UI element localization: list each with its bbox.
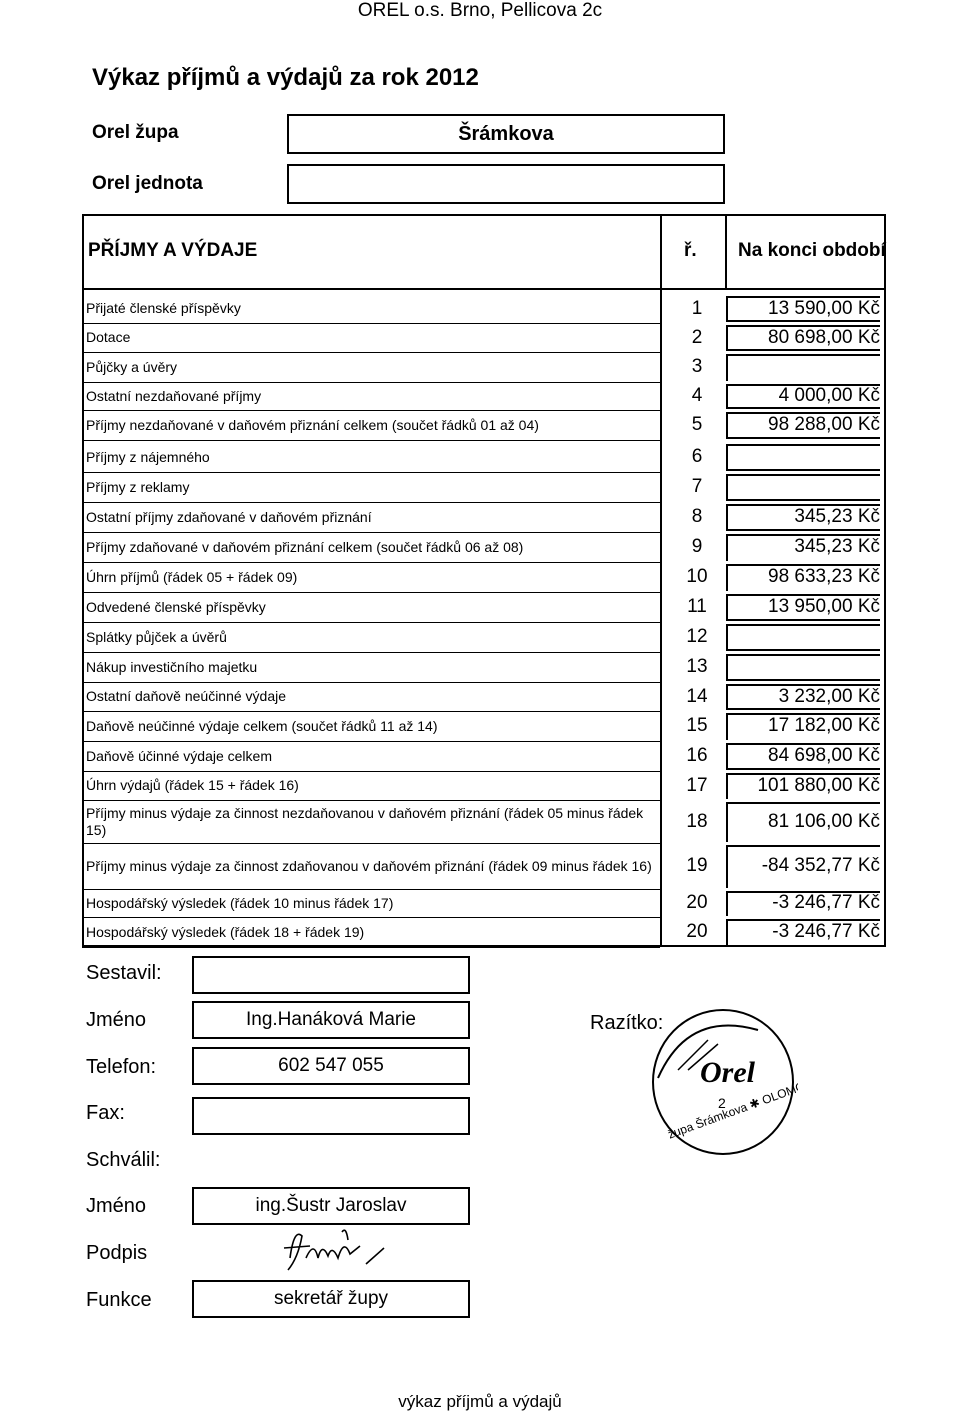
jednota-label: Orel jednota [92,173,203,194]
podpis-label: Podpis [86,1242,148,1264]
signature-image [280,1218,400,1278]
value-cell-border [726,773,880,799]
jednota-value [289,166,723,202]
row-label: Hospodářský výsledek (řádek 10 minus řádek 17) [86,894,394,911]
row-number: 9 [691,536,703,557]
row-label: Půjčky a úvěry [86,358,178,375]
value-cell-border [726,654,880,681]
row-value[interactable]: -3 246,77 Kč [772,921,880,942]
row-number: 5 [691,414,703,435]
row-label: Příjmy minus výdaje za činnost zdaňovanou v daňovém přiznání (řádek 09 minus řádek 16) [86,857,652,874]
jmeno2-field[interactable]: ing.Šustr Jaroslav [192,1187,470,1225]
row-label: Ostatní daňově neúčinné výdaje [86,688,287,704]
value-cell-border [726,325,880,351]
row-number: 17 [686,774,708,796]
sestavil-label: Sestavil: [86,962,162,984]
svg-text:Orel: Orel [700,1056,755,1089]
row-number-header: ř. [684,240,697,261]
row-number: 16 [686,745,708,766]
zupa-value: Šrámkova [458,122,554,145]
row-label: Hospodářský výsledek (řádek 18 + řádek 19) [86,923,365,940]
row-label: Ostatní příjmy zdaňované v daňovém přiznání [86,508,372,525]
row-value[interactable]: 81 106,00 Kč [768,810,880,832]
telefon-label: Telefon: [86,1056,157,1078]
row-value[interactable]: 80 698,00 Kč [768,326,880,348]
value-cell-border [726,504,880,531]
jmeno2-label: Jméno [86,1195,147,1217]
fax-label: Fax: [86,1102,125,1124]
jmeno-field[interactable]: Ing.Hanáková Marie [192,1001,470,1039]
row-value[interactable]: 345,23 Kč [794,536,880,557]
row-label: Úhrn příjmů (řádek 05 + řádek 09) [86,568,298,585]
row-label: Příjmy minus výdaje za činnost nezdaňovanou v daňovém přiznání (řádek 05 minus řádek 15) [86,804,644,838]
row-number: 7 [691,476,703,497]
row-value[interactable]: -3 246,77 Kč [772,892,880,913]
value-cell-border [726,713,880,740]
row-label: Příjmy zdaňované v daňovém přiznání celkem (součet řádků 06 až 08) [86,538,524,555]
row-label: Příjmy z nájemného [86,448,210,465]
svg-text:župa Šrámkova ✱ OLOMOUC: župa Šrámkova ✱ OLOMOUC [666,1072,798,1142]
row-label: Ostatní nezdaňované příjmy [86,387,262,404]
organization-header: OREL o.s. Brno, Pellicova 2c [357,0,603,21]
value-cell-border [726,624,880,651]
row-number: 20 [686,892,708,913]
row-value[interactable]: 13 590,00 Kč [768,297,880,319]
svg-text:2: 2 [718,1095,726,1111]
row-number: 11 [687,596,707,617]
period-end-header: Na konci období [738,240,886,261]
row-label: Splátky půjček a úvěrů [86,628,227,645]
row-value[interactable]: 98 288,00 Kč [768,414,880,435]
row-label: Daňově neúčinné výdaje celkem (součet řádků 11 až 14) [86,717,438,734]
row-number: 10 [686,566,708,587]
row-label: Příjmy nezdaňované v daňovém přiznání celkem (součet řádků 01 až 04) [86,416,539,433]
row-value[interactable]: 98 633,23 Kč [768,566,880,587]
row-number: 20 [686,921,708,942]
header-divider [725,214,727,288]
row-value[interactable]: 345,23 Kč [794,506,880,527]
row-number: 14 [686,685,708,707]
zupa-field[interactable] [287,114,725,154]
row-number: 2 [691,326,703,348]
fax-field[interactable] [192,1097,470,1135]
row-label: Odvedené členské příspěvky [86,598,266,615]
value-cell-border [726,845,880,888]
row-number: 18 [686,810,708,832]
schvalil-label: Schválil: [86,1149,161,1171]
row-label: Dotace [86,329,131,345]
row-number: 13 [686,656,708,677]
footer-caption: výkaz příjmů a výdajů [398,1392,562,1411]
jednota-field[interactable] [287,164,725,204]
row-value[interactable]: 13 950,00 Kč [768,596,880,617]
value-cell-border [726,564,880,591]
page-title: Výkaz příjmů a výdajů za rok 2012 [92,64,479,91]
row-number: 3 [691,356,703,377]
row-rule [82,947,660,948]
row-value[interactable]: 84 698,00 Kč [768,745,880,766]
row-number: 6 [691,446,703,467]
row-label: Úhrn výdajů (řádek 15 + řádek 16) [86,777,299,793]
telefon-field[interactable]: 602 547 055 [192,1047,470,1085]
value-cell-border [726,354,880,381]
row-label: Příjmy z reklamy [86,478,190,495]
value-cell-border [726,444,880,471]
razitko-label: Razítko: [590,1012,664,1034]
value-cell-border [726,684,880,710]
row-value[interactable]: 17 182,00 Kč [768,715,880,736]
row-number: 12 [686,626,708,647]
funkce-label: Funkce [86,1289,152,1311]
row-label: Nákup investičního majetku [86,658,258,675]
header-rule [82,288,886,290]
row-number: 19 [686,855,708,876]
value-cell-border [726,384,880,409]
row-value[interactable]: -84 352,77 Kč [761,855,880,876]
row-label: Přijaté členské příspěvky [86,300,241,316]
row-number: 1 [691,297,703,319]
funkce-field[interactable]: sekretář župy [192,1280,470,1318]
value-cell-border [726,296,880,322]
value-cell-border [726,534,880,561]
sestavil-field[interactable] [192,956,470,994]
value-cell-border [726,743,880,770]
stamp-seal [648,1000,798,1160]
row-value[interactable]: 3 232,00 Kč [778,685,880,707]
row-value[interactable]: 101 880,00 Kč [757,774,880,796]
row-value[interactable]: 4 000,00 Kč [778,385,880,406]
row-number: 15 [686,715,708,736]
value-cell-border [726,891,880,916]
row-number: 4 [691,385,703,406]
zupa-label: Orel župa [92,122,179,143]
section-header: PŘÍJMY A VÝDAJE [88,240,258,261]
jmeno-label: Jméno [86,1009,147,1031]
value-cell-border [726,412,880,439]
value-cell-border [726,594,880,621]
row-label: Daňově účinné výdaje celkem [86,747,272,764]
row-rule [82,440,660,441]
value-cell-border [726,919,880,946]
value-cell-border [726,474,880,501]
row-number: 8 [691,506,703,527]
value-cell-border [726,802,880,842]
